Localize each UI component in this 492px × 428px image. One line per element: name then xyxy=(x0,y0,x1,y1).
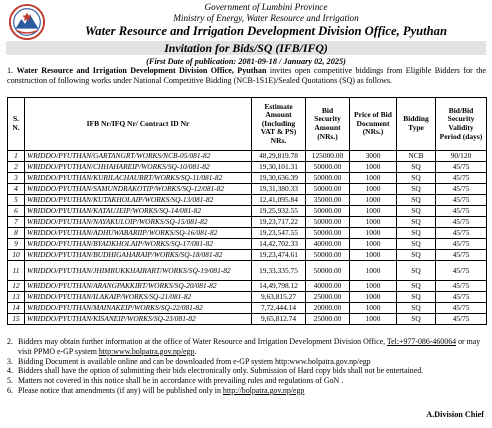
cell-bid-security: 25000.00 xyxy=(306,292,350,303)
office-name: Water Resource and Irrigation Development Division Office, Pyuthan xyxy=(85,24,447,38)
cell-price: 1000 xyxy=(350,261,397,281)
cell-bidding-type: SQ xyxy=(397,292,436,303)
note-text xyxy=(18,376,486,386)
cell-estimate: 12,41,095.84 xyxy=(252,195,306,206)
cell-price: 1000 xyxy=(350,250,397,261)
cell-bidding-type: SQ xyxy=(397,173,436,184)
table-row xyxy=(8,195,487,206)
table-row xyxy=(8,292,487,303)
cell-price: 1000 xyxy=(350,314,397,325)
cell-estimate: 14,49,798.12 xyxy=(252,281,306,292)
cell-validity: 45/75 xyxy=(436,173,487,184)
note-text-part: Bidders may obtain further information at the office of Water Resource and Irrigation Development Division Office, xyxy=(18,337,387,346)
cell-contract-id: WRIDDO/PYUTHAN/GARTANGRT/WORKS/NCB-05/081-82 xyxy=(25,151,252,162)
cell-sn: 9 xyxy=(8,239,25,250)
cell-estimate: 19,33,335.75 xyxy=(252,261,306,281)
note-item xyxy=(7,337,486,357)
cell-contract-id: WRIDDO/PYUTHAN/KURILACHAURRT/WORKS/SQ-11/081-82 xyxy=(25,173,252,184)
cell-estimate: 19,23,547.55 xyxy=(252,228,306,239)
cell-bid-security: 50000.00 xyxy=(306,206,350,217)
note-text-part: Bidding Document is available online and can be downloaded from e-GP system http:www.bolpatra.gov.np/egp xyxy=(18,356,371,366)
header-estimate: Estimate Amount (Including VAT & PS) NRs. xyxy=(252,98,306,151)
note-text xyxy=(18,337,486,357)
cell-sn: 7 xyxy=(8,217,25,228)
cell-estimate: 9,65,812.74 xyxy=(252,314,306,325)
note-number: 4. xyxy=(7,366,13,376)
ministry-name: Ministry of Energy, Water Resource and Irrigation xyxy=(173,13,359,23)
cell-contract-id: WRIDDO/PYUTHAN/ILAKAIP/WORKS/SQ-21/081-82 xyxy=(25,292,252,303)
cell-bid-security: 50000.00 xyxy=(306,261,350,281)
note-link[interactable]: http:www.bolpatra.gov.np/egp xyxy=(98,346,195,356)
cell-bidding-type: SQ xyxy=(397,239,436,250)
bids-table xyxy=(7,97,487,325)
cell-sn: 8 xyxy=(8,228,25,239)
table-row xyxy=(8,239,487,250)
cell-bidding-type: NCB xyxy=(397,151,436,162)
cell-estimate: 19,23,474.61 xyxy=(252,250,306,261)
cell-price: 1000 xyxy=(350,217,397,228)
cell-sn: 15 xyxy=(8,314,25,325)
table-body xyxy=(8,151,487,325)
table-row xyxy=(8,228,487,239)
header-bid-security: Bid Security Amount (NRs.) xyxy=(306,98,350,151)
cell-price: 1000 xyxy=(350,206,397,217)
note-text-part: Matters not covered in this notice shall be in accordance with prevailing rules and regulations of GoN . xyxy=(18,376,344,386)
cell-bid-security: 50000.00 xyxy=(306,173,350,184)
table-row xyxy=(8,281,487,292)
cell-bidding-type: SQ xyxy=(397,281,436,292)
note-text xyxy=(18,357,486,367)
cell-contract-id: WRIDDO/PYUTHAN/ADHUWABARIIP/WORKS/SQ-16/081-82 xyxy=(25,228,252,239)
cell-validity: 45/75 xyxy=(436,261,487,281)
note-item xyxy=(7,376,486,386)
note-item xyxy=(7,366,486,376)
cell-bid-security: 35000.00 xyxy=(306,195,350,206)
cell-price: 3000 xyxy=(350,151,397,162)
cell-bid-security: 40000.00 xyxy=(306,239,350,250)
cell-validity: 45/75 xyxy=(436,206,487,217)
cell-sn: 4 xyxy=(8,184,25,195)
cell-contract-id: WRIDDO/PYUTHAN/BYADKHOLAIP/WORKS/SQ-17/081-82 xyxy=(25,239,252,250)
note-text-part: . xyxy=(194,346,197,356)
cell-bidding-type: SQ xyxy=(397,206,436,217)
cell-price: 1000 xyxy=(350,292,397,303)
cell-sn: 1 xyxy=(8,151,25,162)
cell-bid-security: 40000.00 xyxy=(306,281,350,292)
cell-bidding-type: SQ xyxy=(397,184,436,195)
note-link[interactable]: http://bolpatra.gov.np/egp xyxy=(222,385,305,395)
header-sn: S. N. xyxy=(8,98,25,151)
note-item xyxy=(7,357,486,367)
table-row xyxy=(8,217,487,228)
note-number: 2. xyxy=(7,337,13,346)
cell-validity: 45/75 xyxy=(436,314,487,325)
cell-bid-security: 50000.00 xyxy=(306,184,350,195)
intro-paragraph xyxy=(7,66,486,86)
cell-bidding-type: SQ xyxy=(397,250,436,261)
publication-date: (First Date of publication: 2081-09-18 / January 02, 2025) xyxy=(146,57,346,66)
table-header-row xyxy=(8,98,487,151)
cell-validity: 45/75 xyxy=(436,292,487,303)
note-text-part: or may visit PPMO e-GP system xyxy=(18,337,481,356)
cell-contract-id: WRIDDO/PYUTHAN/NAYAKULOIP/WORKS/SQ-15/081-82 xyxy=(25,217,252,228)
cell-contract-id: WRIDDO/PYUTHAN/KATAUJEIP/WORKS/SQ-14/081-82 xyxy=(25,206,252,217)
cell-contract-id: WRIDDO/PYUTHAN/ARANGPAKKIRT/WORKS/SQ-20/081-82 xyxy=(25,281,252,292)
cell-bid-security: 50000.00 xyxy=(306,250,350,261)
intro-text: invites open competitive biddings from Eligible Bidders for the construction of following works under National Competitive Bidding (NCB-1S1E)/Sealed Quotations (SQ) as follows. xyxy=(7,66,486,85)
note-number: 3. xyxy=(7,356,13,366)
cell-contract-id: WRIDDO/PYUTHAN/MAINAKEIP/WORKS/SQ-22/081-82 xyxy=(25,303,252,314)
cell-contract-id: WRIDDO/PYUTHAN/KUTAKHOLAIP/WORKS/SQ-13/081-82 xyxy=(25,195,252,206)
table-row xyxy=(8,151,487,162)
cell-estimate: 14,42,702.33 xyxy=(252,239,306,250)
note-item xyxy=(7,386,486,396)
header-contract-id: IFB Nr/IFQ Nr/ Contract ID Nr xyxy=(25,98,252,151)
notes-list xyxy=(7,337,486,396)
intro-number: 1. xyxy=(7,66,14,75)
cell-price: 1000 xyxy=(350,184,397,195)
cell-estimate: 19,25,932.55 xyxy=(252,206,306,217)
cell-validity: 45/75 xyxy=(436,162,487,173)
cell-sn: 5 xyxy=(8,195,25,206)
note-text-part: Please notice that amendments (if any) will be published only in xyxy=(18,385,223,395)
table-row xyxy=(8,261,487,281)
cell-bidding-type: SQ xyxy=(397,195,436,206)
note-text xyxy=(18,366,486,376)
cell-price: 1000 xyxy=(350,173,397,184)
cell-contract-id: WRIDDO/PYUTHAN/BUDHIGAHARAIP/WORKS/SQ-18/081-82 xyxy=(25,250,252,261)
note-number: 5. xyxy=(7,376,13,386)
cell-price: 1000 xyxy=(350,281,397,292)
cell-estimate: 19,30,101.31 xyxy=(252,162,306,173)
notice-title: Invitation for Bids/SQ (IFB/IFQ) xyxy=(6,41,486,55)
cell-estimate: 19,31,380.33 xyxy=(252,184,306,195)
cell-validity: 90/120 xyxy=(436,151,487,162)
cell-bidding-type: SQ xyxy=(397,217,436,228)
cell-price: 1000 xyxy=(350,303,397,314)
note-text xyxy=(18,386,486,396)
table-row xyxy=(8,173,487,184)
header-price: Price of Bid Document (NRs.) xyxy=(350,98,397,151)
cell-estimate: 19,23,717.22 xyxy=(252,217,306,228)
cell-contract-id: WRIDDO/PYUTHAN/KISANEIP/WORKS/SQ-23/081-82 xyxy=(25,314,252,325)
cell-contract-id: WRIDDO/PYUTHAN/SAMUNDRAKOTIP/WORKS/SQ-12/081-82 xyxy=(25,184,252,195)
cell-sn: 10 xyxy=(8,250,25,261)
cell-contract-id: WRIDDO/PYUTHAN/CHHAHAREIP/WORKS/SQ-10/081-82 xyxy=(25,162,252,173)
cell-estimate: 9,63,815.27 xyxy=(252,292,306,303)
cell-sn: 6 xyxy=(8,206,25,217)
cell-sn: 13 xyxy=(8,292,25,303)
cell-bid-security: 125000.00 xyxy=(306,151,350,162)
government-name: Government of Lumbini Province xyxy=(204,2,328,12)
intro-office-name: Water Resource and Irrigation Development Division Office, Pyuthan xyxy=(16,66,267,75)
cell-bid-security: 50000.00 xyxy=(306,228,350,239)
header-validity: Bid/Bid Security Validity Period (days) xyxy=(436,98,487,151)
note-number: 6. xyxy=(7,385,13,395)
cell-price: 1000 xyxy=(350,162,397,173)
note-text-part: Bidders shall have the option of submitting their bids electronically only. Submission of Hard copy bids shall not be entertained. xyxy=(18,366,424,376)
cell-contract-id: WRIDDO/PYUTHAN/JHIMRUKKHAIRART/WORKS/SQ-19/081-82 xyxy=(25,261,252,281)
cell-sn: 12 xyxy=(8,281,25,292)
cell-validity: 45/75 xyxy=(436,250,487,261)
cell-bidding-type: SQ xyxy=(397,162,436,173)
signature: A.Division Chief xyxy=(426,410,484,419)
table-row xyxy=(8,303,487,314)
note-link[interactable]: Tel:+977-086-460064 xyxy=(386,337,457,346)
cell-validity: 45/75 xyxy=(436,239,487,250)
table-row xyxy=(8,206,487,217)
cell-estimate: 7,72,444.14 xyxy=(252,303,306,314)
table-row xyxy=(8,162,487,173)
cell-bidding-type: SQ xyxy=(397,303,436,314)
cell-sn: 3 xyxy=(8,173,25,184)
cell-price: 1000 xyxy=(350,195,397,206)
cell-validity: 45/75 xyxy=(436,184,487,195)
cell-validity: 45/75 xyxy=(436,303,487,314)
cell-bidding-type: SQ xyxy=(397,261,436,281)
table-row xyxy=(8,250,487,261)
cell-sn: 11 xyxy=(8,261,25,281)
cell-bidding-type: SQ xyxy=(397,314,436,325)
cell-estimate: 48,29,819.78 xyxy=(252,151,306,162)
cell-sn: 14 xyxy=(8,303,25,314)
cell-price: 1000 xyxy=(350,239,397,250)
table-row xyxy=(8,184,487,195)
cell-validity: 45/75 xyxy=(436,281,487,292)
cell-bid-security: 20000.00 xyxy=(306,303,350,314)
cell-validity: 45/75 xyxy=(436,195,487,206)
cell-bid-security: 25000.00 xyxy=(306,314,350,325)
cell-validity: 45/75 xyxy=(436,217,487,228)
header-bidding-type: Bidding Type xyxy=(397,98,436,151)
cell-estimate: 19,30,636.39 xyxy=(252,173,306,184)
cell-bid-security: 50000.00 xyxy=(306,217,350,228)
cell-bid-security: 50000.00 xyxy=(306,162,350,173)
cell-validity: 45/75 xyxy=(436,228,487,239)
cell-price: 1000 xyxy=(350,228,397,239)
table-row xyxy=(8,314,487,325)
cell-sn: 2 xyxy=(8,162,25,173)
cell-bidding-type: SQ xyxy=(397,228,436,239)
